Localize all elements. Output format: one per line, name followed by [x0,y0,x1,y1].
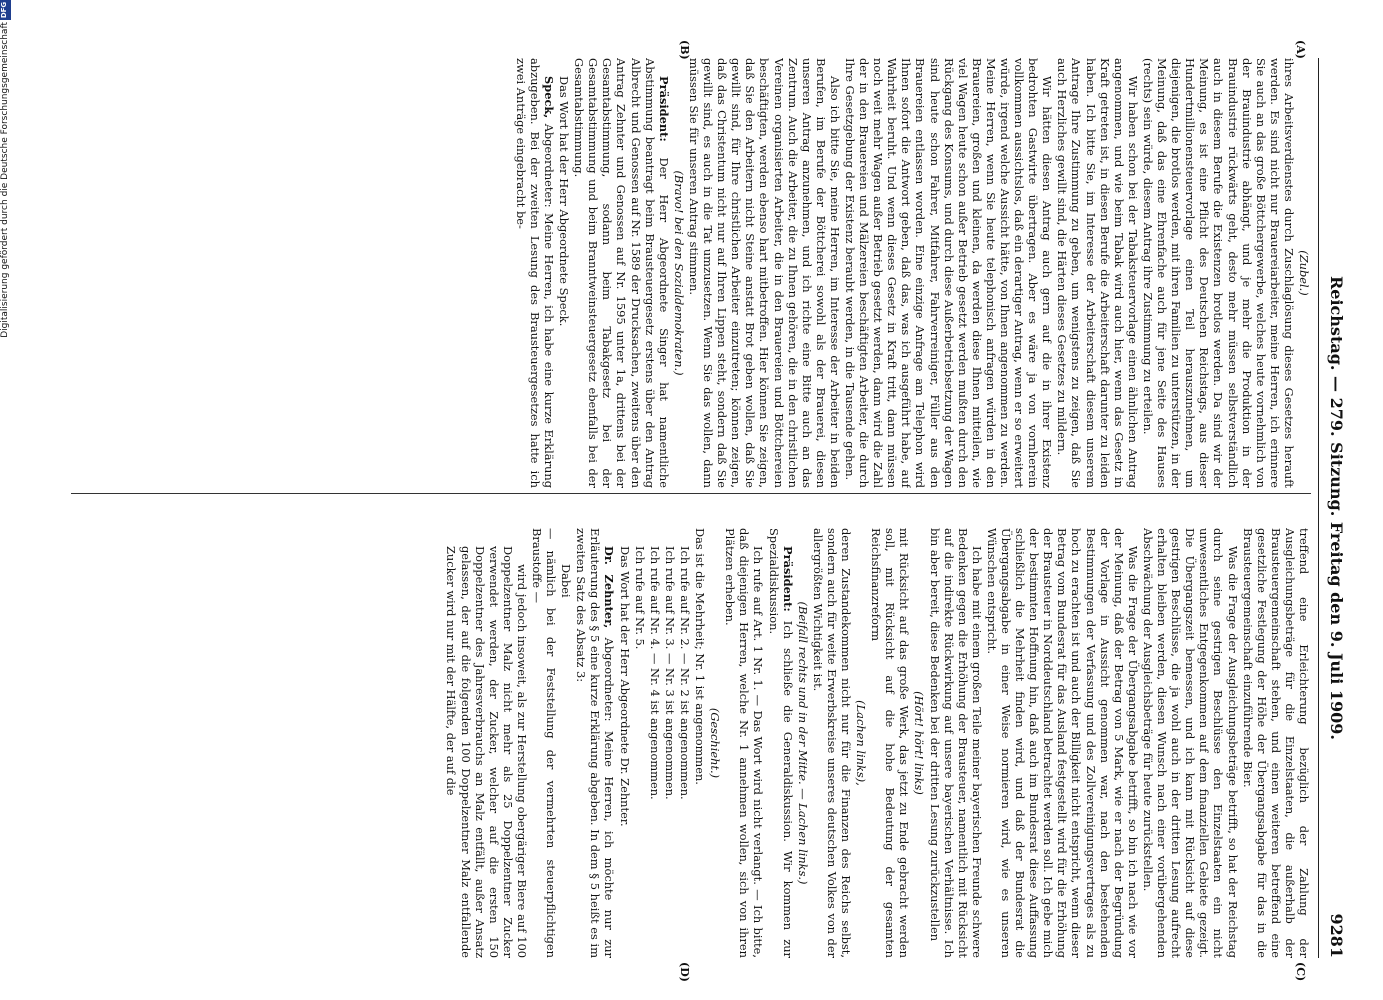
paragraph: Was die Frage der Übergangsabgabe betrifft, so bin ich nach wie vor der Meinung, daß der Betrag von 5 Mark, wie er nach der Begründung der Vorlage in Aussicht genommen war, nach den bestehenden Bestimmungen der Verfassung und des Zollvereinigungsvertrages als zu hoch zu erachten ist und auch der Billigkeit nicht entspricht, wenn dieser Betrag vom Bundesrat für das Ausland festgestellt wird für die Erhöhung der Brausteuer in Norddeutschland betrachtet werden soll. Ich gebe mich der bestimmten Hoffnung hin, daß auch im Bundesrat diese Auffassung schließlich die Mehrheit finden wird, und daß der Bundesrat die Übergangsabgabe in einer Weise normieren wird, wie es unseren Wünschen entspricht. [984,528,1140,958]
speech-text: Abgeordneter: Meine Herren, ich habe eine kurze Erklärung abzugeben. Bei der zweiten Lesung des Brausteuergesetzes hatte ich zwei Anträge eingebracht be- [513,58,557,488]
interjection: (Geschieht.) [708,707,723,779]
header-rule [1318,58,1319,958]
speech-text: Abgeordneter: Meine Herren, ich möchte nur zur Erläuterung des § 5 eine kurze Erklärung abgeben. In dem § 5 heißt es im zweiten Satz des Absatz 3: [574,528,617,958]
dfg-logo: DFG [0,0,11,20]
speaker-name: Präsident: [780,546,795,612]
left-column [71,58,1311,488]
paragraph: Ich rufe auf Art. 1 Nr. 1. — Das Wort wird nicht verlangt. — Ich bitte, daß diejenigen Herren, welche Nr. 1 annehmen wollen, sich von ihren Plätzen erheben. [723,528,766,958]
paragraph: Ich rufe auf Nr. 5. [632,546,647,650]
speech-paragraph [766,528,794,958]
page-header [1322,58,1348,958]
paragraph: Wir haben schon bei der Tabaksteuervorlage einen ähnlichen Antrag angenommen, und wie beim Tabak wird auch hier, wenn das Gesetz in Kraft getreten ist, in diesen Berufe die Arbeiterschaft darunter zu leiden haben. Ich bitte Sie, im Interesse der Arbeiterschaft diesem unserem Antrage Ihre Zustimmung zu geben, um wenigstens zu zeigen, daß Sie auch Herzliches gewillt sind, die Härten dieses Gesetzes zu mildern. [1055,58,1140,488]
interjection: (Bravo! bei den Sozialdemokraten.) [671,170,686,376]
paragraph: Ich rufe auf Nr. 4. — Nr. 4 ist angenommen. [647,546,662,800]
speech-paragraph [574,528,616,958]
page-number: 9281 [1327,913,1346,958]
margin-mark-b: (B) [678,40,691,60]
speaker-name: Speck, [542,76,557,119]
paragraph: mit Rücksicht auf das große Werk, das jetzt zu Ende gebracht werden soll, mit Rücksicht auf die hohe Bedeutung der gesamten Reichsfinanzreform [869,528,912,958]
paragraph: ihres Arbeitsverdienstes durch Zuschlaglösung dieses Gesetzes herauft werden. Es sind nicht nur Brauereiarbeiter, meine Herren, ich erinnere Sie auch an das große Böttchergewerbe, welches heute vornehmlich von der Brauindustrie abhängt, und je mehr die Produktion in der Brauindustrie rückwärts geht, desto mehr müssen selbstverständlich auch in diesem Berufe die Existenzen brotlos werden. Da sind wir der Meinung, es ist eine Pflicht des Deutschen Reichstags, aus dieser Hundertmillionensteuervorlage einen Teil herauszunehmen, um diejenigen, die brotlos werden, mit ihren Familien zu unterstützen, in der Meinung, daß das eine Ehrenfache auch für jene Seite des Hauses (rechts) sein würde, diesem Antrag ihre Zustimmung zu erteilen. [1140,58,1296,488]
column-divider [71,493,1311,494]
margin-mark-d: (D) [678,962,691,982]
margin-mark-c: (C) [1294,962,1307,982]
margin-mark-a: (A) [1294,40,1307,59]
page-title: Reichstag. — 279. Sitzung. Freitag den 9. Juli 1909. [1327,276,1346,740]
paragraph: (Zubel.) [1297,250,1311,296]
paragraph: Also ich bitte Sie, meine Herren, im Interesse der Arbeiter in beiden Berufen, im Berufe der Böttcherei sowohl als der Brauerei, diesen unseren Antrag anzunehmen, und ich richte eine Bitte auch an das Zentrum. Auch die Arbeiter, die zu Ihnen gehören, die in den christlichen Vereinen organisierten Arbeiter, die in den Brauereien und Böttchereien beschäftigten, werden ebenso hart mitbetroffen. Hier können Sie zeigen, daß Sie den Arbeitern nicht Steine anstatt Brot geben wollen, daß Sie gewillt sind, für Ihre christlichen Arbeiter einzutreten; können zeigen, daß das Christentum nicht nur auf Ihren Lippen steht, sondern daß Sie gewillt sind, es auch in die Tat umzusetzen. Wenn Sie das wollen, dann müssen Sie für unseren Antrag stimmen. [686,58,842,488]
speaker-name: Präsident: [656,76,671,142]
funding-text: Digitalisierung gefördert durch die Deutsche Forschungsgemeinschaft [0,22,10,338]
paragraph: Was die Frage der Ausgleichungsbeträge betrifft, so hat der Reichstag durch seine gestrigen Beschlüsse den Einzelstaaten ein nicht unwesentliches Entgegenkommen auf dem finanziellen Gebiete gezeigt. Die Übergangszeit bemessen, und ich kann mit Rücksicht auf diese gestrigen Beschlüsse, die ja wohl auch in der dritten Lesung aufrecht erhalten bleiben werden, diesen Wunsch nach einer vorübergehenden Abschwächung der Ausgleichsbeträge für heute zurückstellen. [1140,528,1240,958]
quote-paragraph: Dabei [559,564,574,598]
paragraph: Ich habe mit einem großen Teile meiner bayerischen Freunde schwere Bedenken gegen die Erhöhung der Brausteuer, namentlich mit Rücksicht auf die indirekte Rückwirkung auf unsere bayerischen Verhältnisse. Ich bin aber bereit, diese Bedenken bei der dritten Lesung zurückzustellen [927,528,984,958]
speaker-name: Dr. Zehnter, [602,546,617,629]
speech-text: Der Herr Abgeordnete Singer hat namentliche Abstimmung beantragt beim Brausteuergesetz erstens über den Antrag Albrecht und Genossen auf Nr. 1589 der Drucksachen, zweitens über den Antrag Zehnter und Genossen auf Nr. 1595 unter 1a, drittens bei der Gesamtabstimmung, sodann beim Tabakgesetz bei der Gesamtabstimmung und beim Branntweinsteuergesetz ebenfalls bei der Gesamtabstimmung. [572,58,671,488]
right-column [71,528,1311,958]
speech-paragraph [572,58,671,488]
paragraph: Das ist die Mehrheit; Nr. 1 ist angenommen. [693,528,708,785]
paragraph: Wir hätten diesen Antrag auch gern auf die in ihrer Existenz bedrohten Gastwirte übertragen. Aber es wäre ja von vornherein vollkommen aussichtslos, daß ein derartiger Antrag, wenn er so erweitert würde, irgend welche Aussicht hätte, von Ihnen angenommen zu werden. Meine Herren, wenn Sie heute telephonisch anfragen würden in den Brauereien, großen und kleinen, da werden diese Ihnen mitteilen, wie viel Wagen heute schon außer Betrieb gesetzt werden mußten durch den Rückgang des Konsums, und durch diese Außerbetriebsetzung der Wagen sind heute schon Fahrer, Mitfahrer, Fahrverreiniger, Füller aus den Brauereien entlassen worden. Eine einzige Anfrage am Telephon wird Ihnen sofort die Antwort geben, daß das, was ich ausgeführt habe, auf Wahrheit beruht. Und wenn dieses Gesetz in Kraft tritt, dann müssen noch weit mehr Wagen außer Betrieb gesetzt werden, dann wird die Zahl der in den Brauereien und Mälzereien beschäftigten Arbeiter, die durch Ihre Gesetzgebung der Existenz beraubt werden, in die Tausende gehen. [843,58,1055,488]
quote-paragraph: — nämlich bei der Feststellung der vermehrten steuerpflichtigen Braustoffe — [530,528,559,958]
paragraph: Ich rufe auf Nr. 2. — Nr. 2 ist angenommen. [677,546,692,800]
interjection: (Lachen links), [854,700,869,786]
paragraph: Ich rufe auf Nr. 3. — Nr. 3 ist angenommen. [662,546,677,800]
paragraph: deren Zustandekommen nicht nur für die Finanzen des Reichs selbst, sondern auch für weite Erwerbskreise unseres deutschen Volkes von der allergrößten Wichtigkeit ist. [810,528,853,958]
funding-line [0,0,14,1000]
quote-paragraph: wird jedoch insoweit, als zur Herstellung obergäriger Biere auf 100 Doppelzentner Malz nicht mehr als 25 Doppelzentner Zucker verwendet werden, der Zucker, welcher auf die ersten 150 Doppelzentner des Jahresverbrauchs an Malz entfällt, außer Ansatz gelassen, der auf die folgenden 100 Doppelzentner Malz entfallende Zucker wird nur mit der Hälfte, der auf die [444,546,529,958]
paragraph: Das Wort hat der Herr Abgeordnete Speck. [557,76,572,327]
funding-strip [0,0,14,1000]
interjection: (Beifall rechts und in der Mitte. — Lachen links.) [795,601,810,885]
paragraph: Das Wort hat der Herr Abgeordnete Dr. Zehnter. [617,546,632,827]
speech-paragraph [514,58,556,488]
interjection: (Hört! hört! links) [912,691,927,795]
paragraph: treffend eine Erleichterung bezüglich der Zahlung der Ausgleichungsbeträge für die Einzelstaaten, die außerhalb der Brausteuergemeinschaft stehen, und einen weiteren betreffend eine gesetzliche Festlegung der Höhe der Übergangsabgabe für das in die Brausteuergemeinschaft einzuführende Bier. [1240,528,1311,958]
speech-text: Ich schließe die Generaldiskussion. Wir kommen zur Spezialdiskussion. [766,528,795,958]
